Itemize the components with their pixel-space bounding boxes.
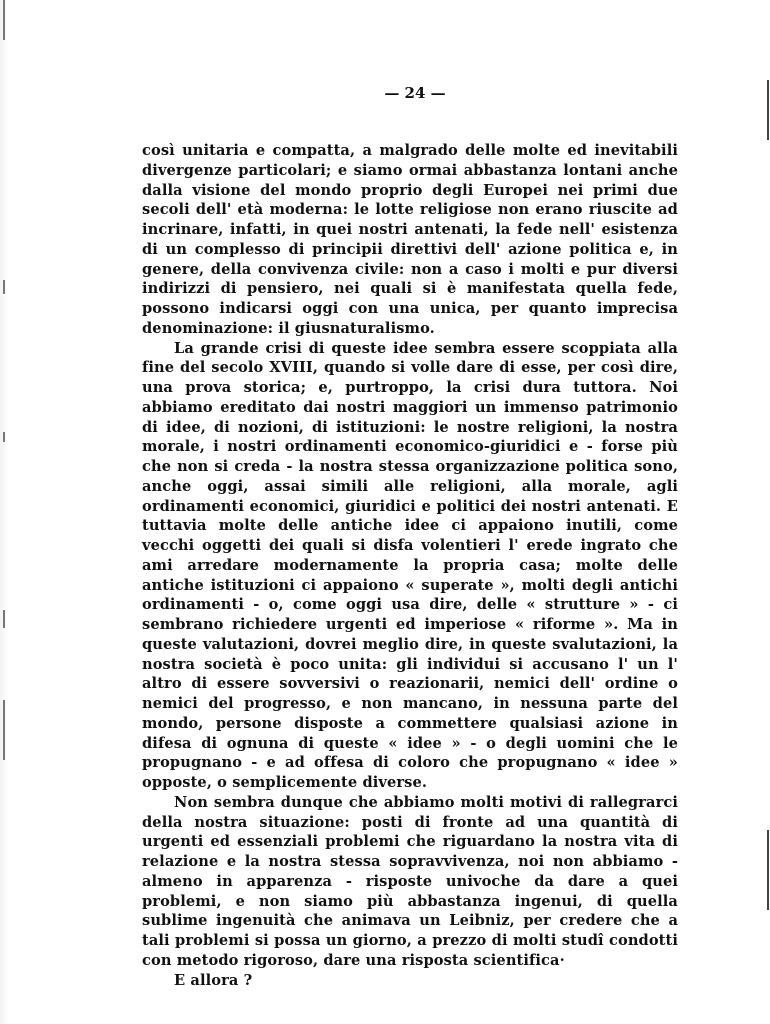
paragraph: così unitaria e compatta, a malgrado delle molte ed inevitabili divergenze particolari; e siamo ormai abbastanza lontani anche dalla visione del mondo proprio degli Europei nei primi due secoli dell' età moderna: le lotte religiose non erano riuscite ad incrinare, infatti, in quei nostri antenati, la fede nell' esistenza di un complesso di principii direttivi dell' azione politica e, in genere, della convivenza civile: non a caso i molti e pur diversi indirizzi di pensiero, nei quali si è manifestata quella fede, possono indicarsi oggi con una unica, per quanto imprecisa denominazione: il giusnaturalismo. xyxy=(142,142,678,337)
scan-mark xyxy=(3,432,5,442)
paragraph: Non sembra dunque che abbiamo molti motivi di rallegrarci della nostra situazione: posti di fronte ad una quantità di urgenti ed essenziali problemi che riguardano la nostra vita di relazione e la nostra stessa sopravvivenza, noi non abbiamo - almeno in apparenza - risposte univoche da dare a quei problemi, e non siamo più abbastanza ingenui, di quella sublime ingenuità che animava un Leibniz, per credere che a tali problemi si possa un giorno, a prezzo di molti studî condotti con metodo rigoroso, dare una risposta scientifica· xyxy=(142,793,678,969)
page-body xyxy=(142,141,678,990)
scan-mark xyxy=(3,610,5,628)
scan-edge-right xyxy=(767,830,769,910)
scan-edge-left xyxy=(0,0,8,1024)
scan-mark xyxy=(3,0,5,40)
scan-mark xyxy=(3,280,5,294)
page-number: — 24 — xyxy=(384,84,446,102)
scan-mark xyxy=(3,700,5,760)
closing-question: E allora ? xyxy=(174,971,253,989)
paragraph: La grande crisi di queste idee sembra essere scoppiata alla fine del secolo XVIII, quando si volle dare di esse, per così dire, una prova storica; e, purtroppo, la crisi dura tuttora. Noi abbiamo ereditato dai nostri maggiori un immenso patrimonio di idee, di nozioni, di istituzioni: le nostre religioni, la nostra morale, i nostri ordinamenti economico-giuridici e - forse più che non si creda - la nostra stessa organizzazione politica sono, anche oggi, assai simili alle religioni, alla morale, agli ordinamenti economici, giuridici e politici dei nostri antenati. E tuttavia molte delle antiche idee ci appaiono inutili, come vecchi oggetti dei quali si disfa volentieri l' erede ingrato che ami arredare modernamente la propria casa; molte delle antiche istituzioni ci appaiono « superate », molti degli antichi ordinamenti - o, come oggi usa dire, delle « strutture » - ci sembrano richiedere urgenti ed imperiose « riforme ». Ma in queste valutazioni, dovrei meglio dire, in queste svalutazioni, la nostra società è poco unita: gli individui si accusano l' un l' altro di essere sovversivi o reazionarii, nemici dell' ordine o nemici del progresso, e non mancano, in nessuna parte del mondo, persone disposte a commettere qualsiasi azione in difesa di ognuna di queste « idee » - o degli uomini che le propugnano - e ad offesa di coloro che propugnano « idee » opposte, o semplicemente diverse. xyxy=(142,339,678,791)
